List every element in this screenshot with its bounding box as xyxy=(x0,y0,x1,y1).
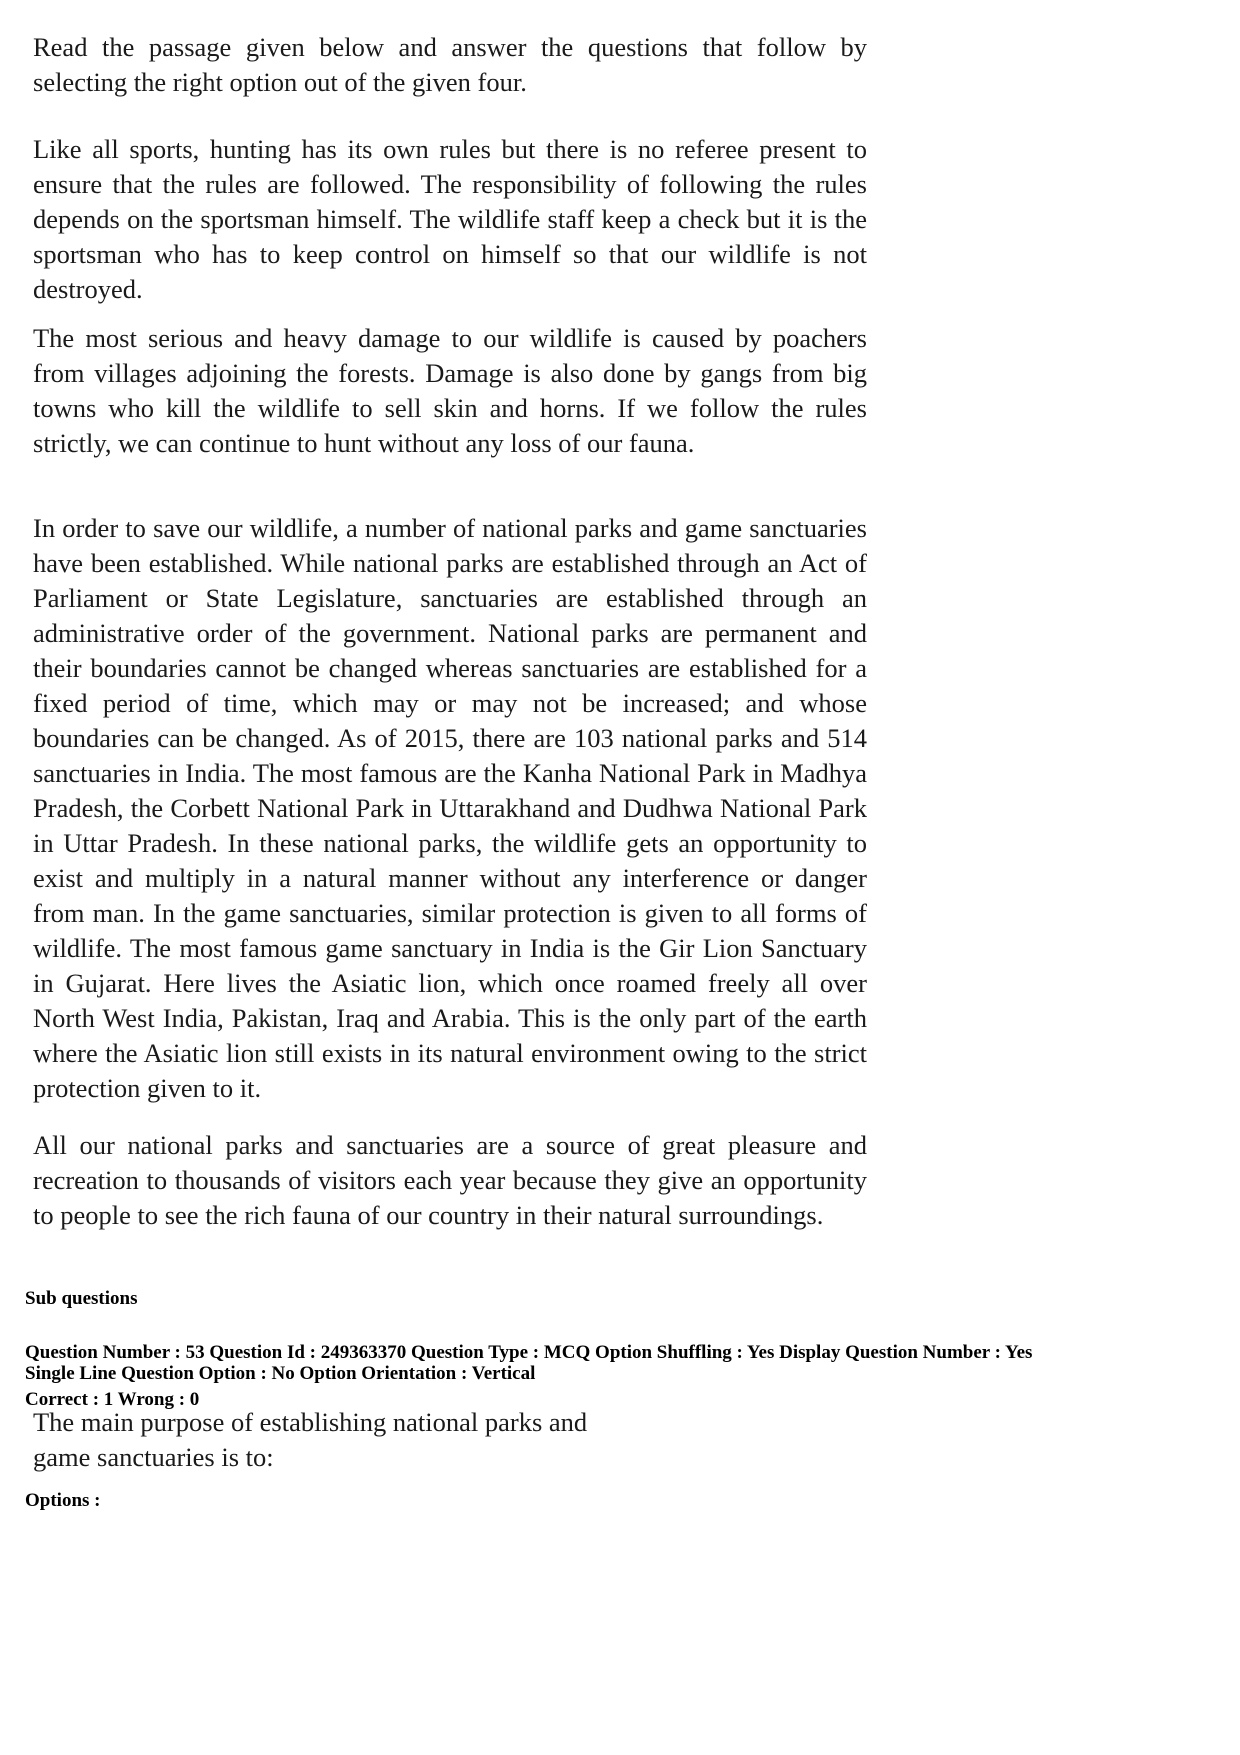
passage-paragraph-4: All our national parks and sanctuaries are a source of great pleasure and recreation to thousands of visitors each year because they give an opportunity to people to see the rich fauna of our country in their natural surroundings. xyxy=(33,1130,867,1230)
passage-paragraph-1: Like all sports, hunting has its own rules but there is no referee present to ensure that the rules are followed. The responsibility of following the rules depends on the sportsman himself. The wildlife staff keep a check but it is the sportsman who has to keep control on himself so that our wildlife is not destroyed. xyxy=(33,134,867,304)
passage-paragraph-3: In order to save our wildlife, a number of national parks and game sanctuaries have been established. While national parks are established through an Act of Parliament or State Legislature, sanctuaries are established through an administrative order of the government. National parks are permanent and their boundaries cannot be changed whereas sanctuaries are established for a fixed period of time, which may or may not be increased; and whose boundaries can be changed. As of 2015, there are 103 national parks and 514 sanctuaries in India. The most famous are the Kanha National Park in Madhya Pradesh, the Corbett National Park in Uttarakhand and Dudhwa National Park in Uttar Pradesh. In these national parks, the wildlife gets an opportunity to exist and multiply in a natural manner without any interference or danger from man. In the game sanctuaries, similar protection is given to all forms of wildlife. The most famous game sanctuary in India is the Gir Lion Sanctuary in Gujarat. Here lives the Asiatic lion, which once roamed freely all over North West India, Pakistan, Iraq and Arabia. This is the only part of the earth where the Asiatic lion still exists in its natural environment owing to the strict protection given to it. xyxy=(33,513,867,1103)
instruction-text: Read the passage given below and answer the questions that follow by selecting the right option out of the given four. xyxy=(33,32,867,97)
question-marks: Correct : 1 Wrong : 0 xyxy=(25,1389,200,1410)
question-meta-line-1: Question Number : 53 Question Id : 249363370 Question Type : MCQ Option Shuffling : Yes Display Question Number : Yes xyxy=(25,1342,1033,1363)
sub-questions-label: Sub questions xyxy=(25,1288,138,1309)
passage-paragraph-2: The most serious and heavy damage to our wildlife is caused by poachers from villages adjoining the forests. Damage is also done by gangs from big towns who kill the wildlife to sell skin and horns. If we follow the rules strictly, we can continue to hunt without any loss of our fauna. xyxy=(33,323,867,458)
options-label: Options : xyxy=(25,1490,101,1511)
question-text: The main purpose of establishing national parks and game sanctuaries is to: xyxy=(33,1407,588,1472)
question-meta-line-2: Single Line Question Option : No Option Orientation : Vertical xyxy=(25,1363,536,1384)
